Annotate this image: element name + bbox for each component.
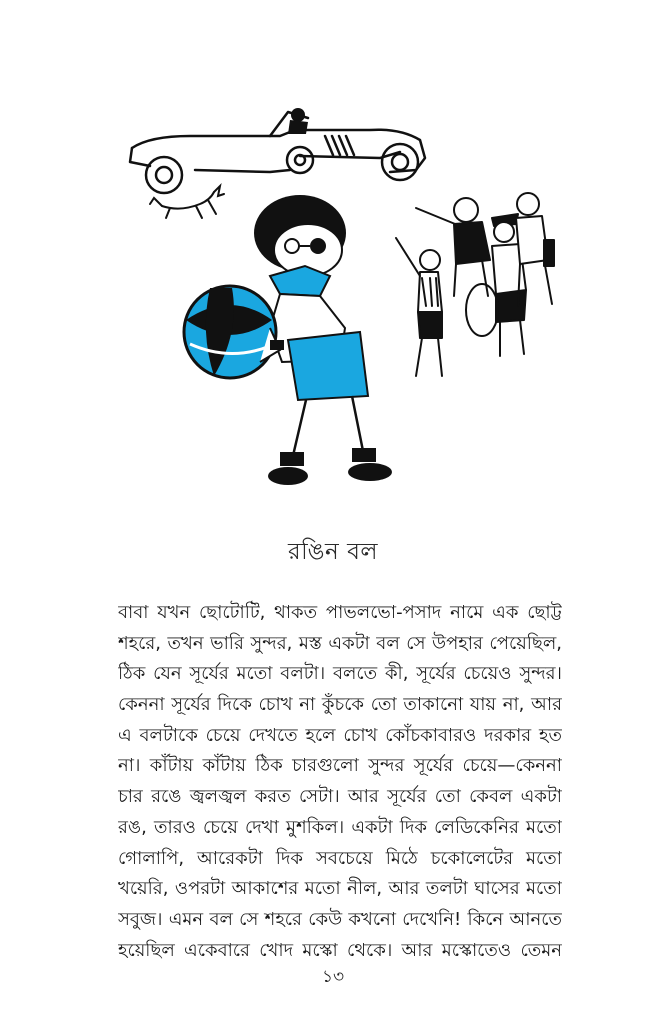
car-drawing — [130, 112, 425, 193]
text-line: হয়েছিল একেবারে খোদ মস্কো থেকে। আর মস্কোতেও তেমন — [118, 939, 562, 961]
boy-with-ball-illustration — [120, 100, 560, 500]
text-line: সবুজ। এমন বল সে শহরে কেউ কখনো দেখেনি! কিনে আনতে — [118, 908, 562, 930]
text-line: রঙ, তারও চেয়ে দেখা মুশকিল। একটা দিক লেডিকেনির মতো — [118, 816, 562, 838]
text-line: শহরে, তখন ভারি সুন্দর, মস্ত একটা বল সে উপহার পেয়েছিল, — [118, 632, 562, 654]
text-line: এ বলটাকে চেয়ে দেখতে হলে চোখ কোঁচকাবারও দরকার হত — [118, 724, 562, 746]
text-line: ঠিক যেন সূর্যের মতো বলটা। বলতে কী, সূর্যের চেয়েও সুন্দর। — [118, 663, 562, 685]
page-number: ১৩ — [321, 967, 345, 987]
text-line: কেননা সূর্যের দিকে চোখ না কুঁচকে তো তাকানো যায় না, আর — [118, 694, 562, 716]
boy-drawing — [184, 195, 392, 485]
text-line: বাবা যখন ছোটোটি, থাকত পাভলভো-পসাদ নামে এক ছোট্ট — [118, 602, 562, 623]
body-text — [118, 598, 562, 966]
chapter-title: রঙিন বল — [287, 539, 379, 565]
text-line: না। কাঁটায় কাঁটায় ঠিক চারগুলো সুন্দর সূর্যের চেয়ে—কেননা — [118, 755, 562, 777]
text-line: গোলাপি, আরেকটা দিক সবচেয়ে মিঠে চকোলেটের মতো — [118, 847, 562, 869]
children-group-drawing — [396, 193, 554, 376]
text-line: খয়েরি, ওপরটা আকাশের মতো নীল, আর তলটা ঘাসের মতো — [118, 878, 562, 900]
text-line: চার রঙে জ্বলজ্বল করত সেটা। আর সূর্যের তো কেবল একটা — [118, 786, 562, 808]
dog-drawing — [150, 186, 224, 218]
